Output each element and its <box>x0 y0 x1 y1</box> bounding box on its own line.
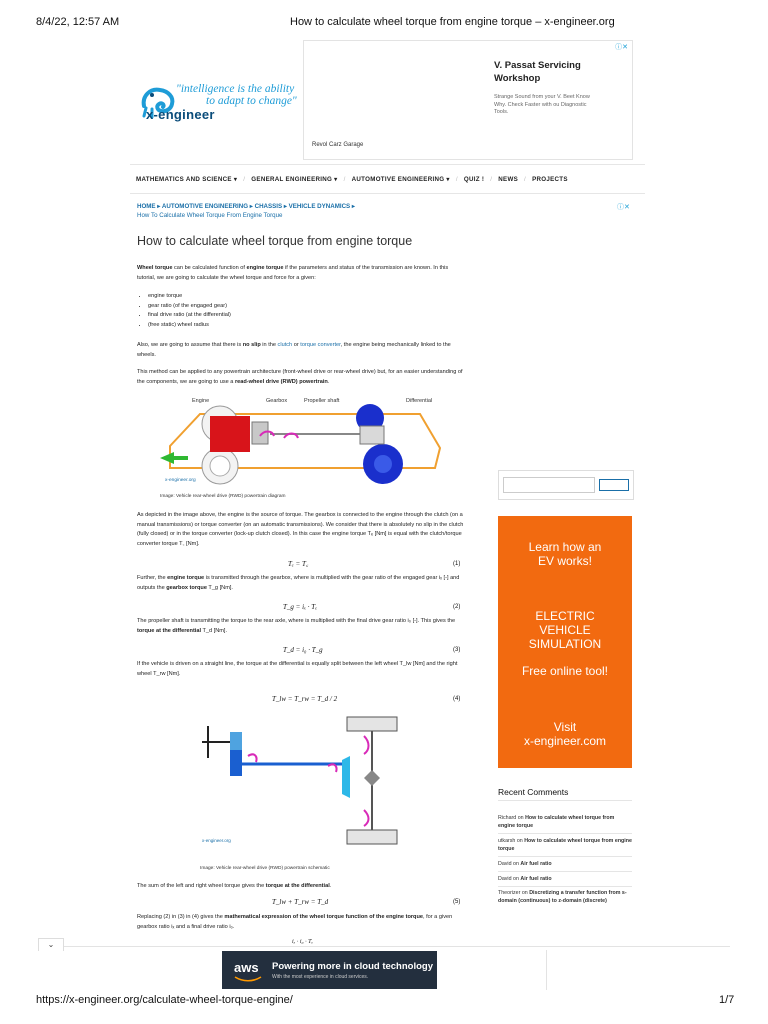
parameter-list <box>138 292 231 330</box>
list-item: • engine torque <box>148 292 231 302</box>
rwd-powertrain-diagram <box>160 396 445 491</box>
equation-3: T_d = i₀ · T_g <box>283 646 323 654</box>
term: gearbox torque <box>166 584 207 591</box>
car-chassis-illustration <box>160 396 445 491</box>
ev-simulation-promo[interactable] <box>498 516 632 768</box>
text: , for a given gearbox ratio iₓ and a final drive ratio i₀. <box>137 914 453 930</box>
promo-line: SIMULATION <box>528 637 602 651</box>
promo-line: Visit <box>553 720 577 734</box>
recent-comments-title: Recent Comments <box>498 787 569 797</box>
sidebar-widget-box <box>498 470 634 500</box>
term: torque at the differential <box>265 883 330 889</box>
text: or <box>292 342 301 348</box>
nav-automotive-engineering[interactable]: AUTOMOTIVE ENGINEERING ▾ <box>351 175 450 183</box>
nav-quiz[interactable]: QUIZ ! <box>463 175 485 183</box>
promo-line: VEHICLE <box>539 623 591 637</box>
text: on <box>516 815 526 821</box>
link-clutch[interactable]: clutch <box>277 342 293 348</box>
label-engine: Engine <box>192 398 210 404</box>
main-nav <box>130 164 645 194</box>
promo-line: Learn how an <box>528 540 602 554</box>
ad-advertiser: Revol Carz Garage <box>312 142 364 148</box>
text: on <box>511 861 521 867</box>
equation-number: (1) <box>453 561 461 567</box>
list-item: • (free static) wheel radius <box>148 321 231 331</box>
promo-line: Free online tool! <box>521 664 609 678</box>
nav-separator: / <box>455 175 458 183</box>
term: torque at the differential <box>137 627 202 634</box>
text: The propeller shaft is transmitting the torque to the rear axle, where is multiplied with the final drive gear ratio i₀ [-]. This gives the <box>137 618 456 624</box>
logo-brand-text: x-engineer <box>146 107 215 122</box>
ad-body: Strange Sound from your V. Beet Know Why. Check Faster with ou Diagnostic Tools. <box>494 94 590 115</box>
nav-separator: / <box>343 175 346 183</box>
list-item <box>498 860 632 872</box>
equation-5: T_lw + T_rw = T_d <box>272 898 329 906</box>
aws-ad-subtext: With the most experience in cloud services. <box>272 974 369 980</box>
print-page-title: How to calculate wheel torque from engine torque – x-engineer.org <box>290 16 615 28</box>
text: in the <box>260 342 278 348</box>
logo-quote-line1: "intelligence is the ability <box>176 83 295 95</box>
list-item: • final drive ratio (at the differential) <box>148 311 231 321</box>
equation-1: Tₑ = T꜀ <box>288 560 309 568</box>
print-datetime: 8/4/22, 12:57 AM <box>36 16 120 28</box>
breadcrumb-current[interactable]: How To Calculate Wheel Torque From Engine Torque <box>137 212 283 219</box>
comment-post-link[interactable]: How to calculate wheel torque from engine torque <box>498 815 615 829</box>
equation-number: (5) <box>453 899 461 905</box>
text: on <box>515 838 525 844</box>
comment-post-link[interactable]: Discretizing a transfer function from s-domain (continuous) to z-domain (discrete) <box>498 890 627 904</box>
text: . <box>329 883 332 889</box>
text: This method can be applied to any powertrain architecture (front-wheel drive or rear-wheel drive) but, for an easier understanding of the components, we are going to use a <box>137 369 463 385</box>
text: . <box>327 378 330 385</box>
print-page-count: 1/7 <box>719 994 735 1006</box>
term: mathematical expression of the wheel torque function of the engine torque <box>224 914 423 920</box>
method-paragraph <box>137 368 467 387</box>
breadcrumb[interactable]: HOME ▸ AUTOMOTIVE ENGINEERING ▸ CHASSIS ▸ VEHICLE DYNAMICS ▸ <box>137 203 356 210</box>
text: can be calculated function of <box>172 265 247 271</box>
figure-caption: Image: Vehicle rear-wheel drive (RWD) powertrain schematic <box>200 866 330 871</box>
propeller-paragraph <box>137 617 467 636</box>
promo-link[interactable]: x-engineer.com <box>523 734 607 748</box>
text: Further, the <box>137 575 168 581</box>
list-item: • gear ratio (of the engaged gear) <box>148 302 231 312</box>
equation-2: T_g = iₓ · Tₑ <box>283 603 318 611</box>
text: Also, we are going to assume that there is <box>137 342 243 348</box>
ad-headline[interactable]: V. Passat Servicing Workshop <box>494 60 581 84</box>
aws-advertisement[interactable] <box>222 951 437 989</box>
nav-general-engineering[interactable]: GENERAL ENGINEERING ▾ <box>251 175 338 183</box>
text: if the parameters and status of the transmission are known. In this tutorial, we are going to calculate the wheel torque and force for a given: <box>137 265 449 281</box>
figure-caption: Image: Vehicle rear-wheel drive (RWD) powertrain diagram <box>160 494 286 499</box>
nav-separator: / <box>243 175 246 183</box>
intro-paragraph <box>137 264 467 283</box>
text: T_g [Nm]. <box>206 584 233 591</box>
equation-number: (3) <box>453 647 461 653</box>
ad-choices-icon[interactable]: ⓘ✕ <box>617 204 630 211</box>
text: on <box>511 876 521 882</box>
nav-separator: / <box>524 175 527 183</box>
sticky-ad-divider <box>546 950 547 990</box>
aws-ad-headline: Powering more in cloud technology <box>272 961 433 972</box>
assumption-paragraph <box>137 341 467 360</box>
print-url: https://x-engineer.org/calculate-wheel-torque-engine/ <box>36 994 293 1006</box>
aws-logo: aws <box>234 960 259 975</box>
diagram-watermark: x-engineer.org <box>165 478 196 483</box>
promo-line: ELECTRIC <box>535 609 595 623</box>
chevron-down-icon[interactable]: ⌄ <box>38 938 64 951</box>
promo-line: EV works! <box>537 554 592 568</box>
comment-author[interactable]: David <box>498 861 512 867</box>
comment-post-link[interactable]: Air fuel ratio <box>520 861 552 867</box>
gearbox-paragraph <box>137 574 467 593</box>
logo-quote-line2: to adapt to change" <box>206 95 297 107</box>
link-torque-converter[interactable]: torque converter <box>300 342 341 348</box>
term-no-slip: no slip <box>242 342 261 348</box>
replacing-paragraph <box>137 913 467 932</box>
text: The sum of the left and right wheel torque gives the <box>137 883 266 889</box>
text: , the engine being mechanically linked to the wheels. <box>137 342 451 358</box>
comment-post-link[interactable]: Air fuel ratio <box>520 876 552 882</box>
torque-source-paragraph: As depicted in the image above, the engine is the source of torque. The gearbox is connected to the engine through the clutch (on a manual transmissions) or torque converter (on an automatic transmissions). We consider that there is absolutely no slip in the clutch (fully closed) or in the torque converter (lock-up clutch closed). In this case the engine torque Tₑ [Nm] is equal with the clutch/torque converter torque T꜀ [Nm]. <box>137 512 464 547</box>
aws-smile-icon <box>234 976 262 982</box>
list-item <box>498 814 632 834</box>
term-wheel-torque: Wheel torque <box>137 265 173 271</box>
equation-number: (2) <box>453 604 461 610</box>
page-title: How to calculate wheel torque from engine torque <box>137 234 413 248</box>
text: Replacing (2) in (3) in (4) gives the <box>137 914 225 920</box>
term-engine-torque: engine torque <box>246 265 284 271</box>
nav-mathematics-and-science[interactable]: MATHEMATICS AND SCIENCE ▾ <box>136 175 238 183</box>
split-paragraph: If the vehicle is driven on a straight line, the torque at the differential is equally split between the left wheel T_lw [Nm] and the right wheel T_rw [Nm]. <box>137 661 458 677</box>
term: engine torque <box>167 575 205 581</box>
recent-comments-divider <box>498 800 632 801</box>
nav-projects[interactable]: PROJECTS <box>532 175 568 183</box>
sticky-ad-divider <box>60 946 730 947</box>
sum-paragraph <box>137 882 467 892</box>
top-advertisement[interactable] <box>303 40 633 160</box>
list-item <box>498 837 632 857</box>
text: T_d [Nm]. <box>201 627 228 634</box>
ad-choices-icon[interactable]: ⓘ✕ <box>615 44 628 51</box>
schematic-watermark: x-engineer.org <box>202 838 231 843</box>
site-logo[interactable] <box>140 80 305 125</box>
list-item <box>498 875 632 887</box>
sidebar-search-input[interactable] <box>503 477 595 493</box>
comment-author[interactable]: David <box>498 876 512 882</box>
equation-number: (4) <box>453 696 461 702</box>
sidebar-search-button[interactable] <box>599 479 629 491</box>
list-item <box>498 889 632 908</box>
text: on <box>520 890 530 896</box>
rwd-schematic-diagram <box>200 712 405 862</box>
comment-author[interactable]: Theorizer <box>498 890 521 896</box>
equation-6-partial: iₓ · i₀ · Tₑ <box>292 939 314 945</box>
comment-post-link[interactable]: How to calculate wheel torque from engine torque <box>498 838 632 852</box>
nav-news[interactable]: NEWS <box>498 175 519 183</box>
comment-author[interactable]: utkarsh <box>498 838 516 844</box>
equation-4: T_lw = T_rw = T_d / 2 <box>272 695 338 703</box>
text: is transmitted through the gearbox, where is multiplied with the gear ratio of the engaged gear iₓ [-] and outputs the <box>137 575 460 591</box>
label-differential: Differential <box>406 398 433 404</box>
label-gearbox: Gearbox <box>266 398 288 404</box>
term-rwd: read-wheel drive (RWD) powertrain <box>234 378 328 385</box>
nav-separator: / <box>490 175 493 183</box>
label-propeller-shaft: Propeller shaft <box>304 398 340 404</box>
comment-author[interactable]: Richard <box>498 815 517 821</box>
